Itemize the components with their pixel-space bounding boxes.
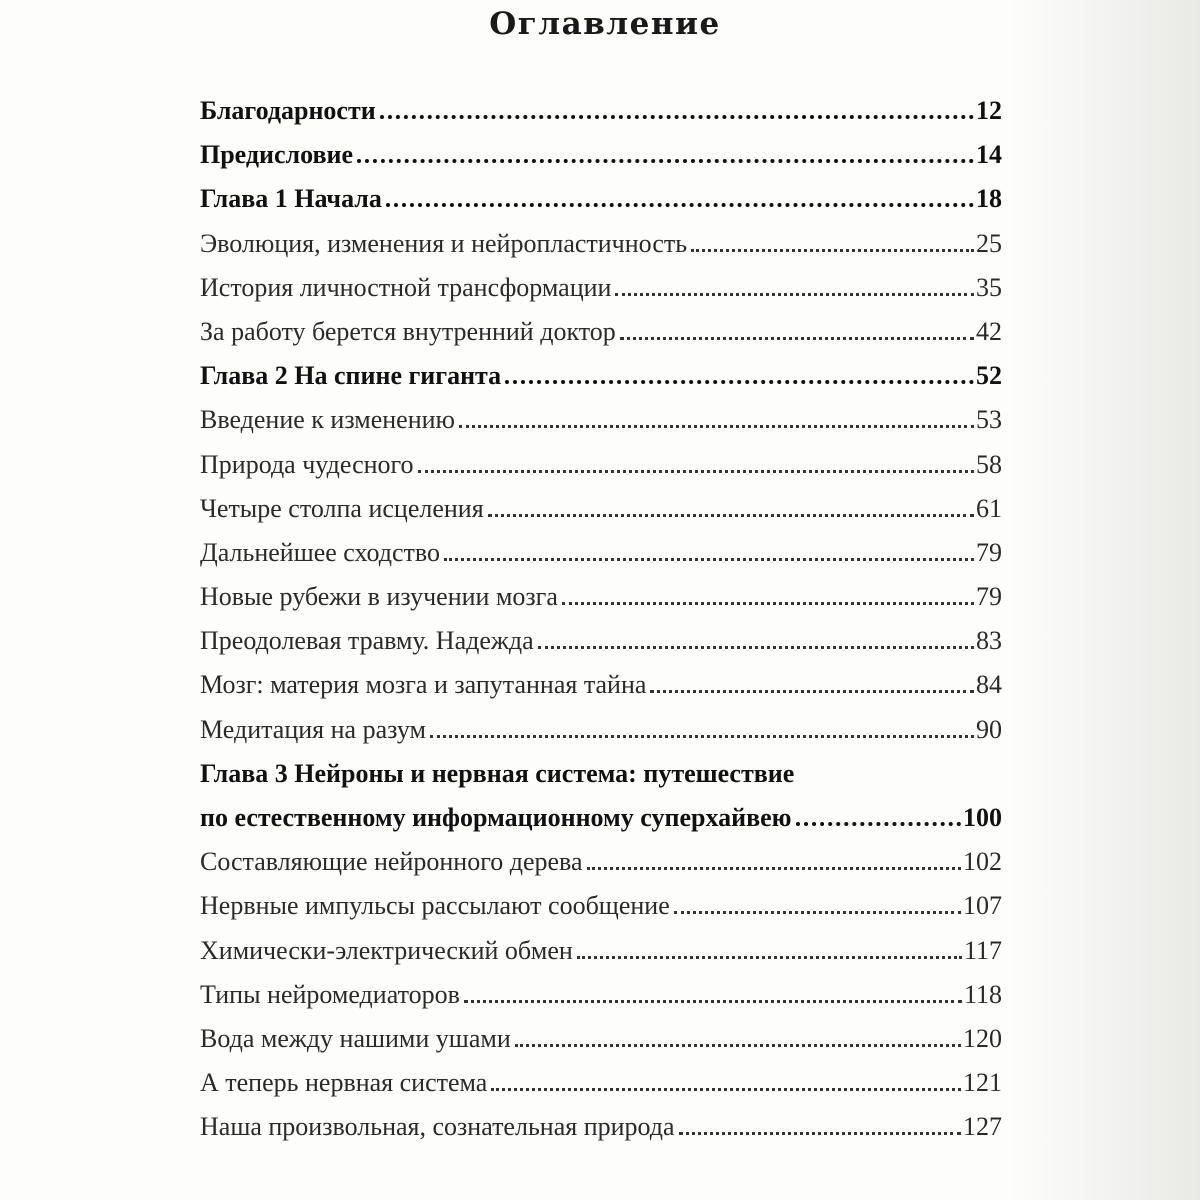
toc-section-entry [200,582,1002,626]
toc-entry-label: Составляющие нейронного дерева [200,847,583,877]
toc-entry-label: Медитация на разум [200,714,426,744]
toc-section-entry [200,847,1002,891]
toc-page-number: 79 [976,582,1002,612]
toc-entry-label: Дальнейшее сходство [200,537,440,567]
dot-leader [796,822,961,826]
dot-leader [615,293,974,296]
dot-leader [491,1088,961,1091]
toc-entry-label: История личностной трансформации [200,272,612,302]
toc-section-entry [200,891,1002,935]
dot-leader [386,203,974,207]
toc-entry-label: За работу берется внутренний доктор [200,316,616,346]
toc-entry-label: Глава 3 Нейроны и нервная система: путешествие [200,758,795,788]
toc-page-number: 79 [976,537,1002,567]
toc-page-number: 120 [963,1023,1002,1053]
dot-leader [691,249,974,252]
dot-leader [587,867,961,870]
dot-leader [488,514,974,517]
toc-section-entry [200,405,1002,449]
toc-page-number: 25 [976,228,1002,258]
dot-leader [577,956,962,959]
toc-page-number: 42 [976,316,1002,346]
toc-entry-label: А теперь нервная система [200,1068,488,1098]
dot-leader [380,115,974,119]
dot-leader [430,735,974,738]
dot-leader [464,1000,962,1003]
toc-entry-label: Нервные импульсы рассылают сообщение [200,891,670,921]
toc-page-number: 53 [976,405,1002,435]
page-edge-shadow [1010,0,1200,1200]
dot-leader [562,602,974,605]
toc-page-number: 58 [976,449,1002,479]
dot-leader [650,690,974,693]
toc-entry-label: Типы нейромедиаторов [200,979,460,1009]
toc-section-entry [200,1112,1002,1156]
toc-chapter-entry [200,803,1002,847]
toc-entry-label: Природа чудесного [200,449,414,479]
toc-section-entry [200,229,1002,273]
toc-section-entry [200,317,1002,361]
toc-page-number: 61 [976,493,1002,523]
toc-chapter-entry [200,184,1002,228]
toc-page-number: 12 [976,96,1002,125]
toc-entry-label: Новые рубежи в изучении мозга [200,582,558,612]
toc-page-number: 84 [976,670,1002,700]
dot-leader [357,159,974,163]
toc-entry-label: Вода между нашими ушами [200,1023,511,1053]
toc-section-entry [200,538,1002,582]
toc-section-entry [200,1068,1002,1112]
page-title: Оглавление [489,6,721,42]
toc-section-entry [200,494,1002,538]
toc-entry-label: по естественному информационному суперхайвею [200,803,792,832]
dot-leader [515,1044,961,1047]
toc-page-number: 35 [976,272,1002,302]
toc-entry-label: Благодарности [200,96,376,125]
toc-page-number: 14 [976,140,1002,170]
toc-page-number: 121 [963,1068,1002,1098]
toc-page-number: 18 [976,184,1002,214]
dot-leader [444,558,974,561]
toc-section-entry [200,715,1002,759]
toc-page-number: 83 [976,626,1002,656]
toc-chapter-entry [200,361,1002,405]
toc-entry-label: Эволюция, изменения и нейропластичность [200,228,688,258]
toc-entry-label: Наша произвольная, сознательная природа [200,1112,675,1142]
toc-entry-label: Предисловие [200,140,354,170]
toc-section-entry [200,980,1002,1024]
toc-section-entry [200,450,1002,494]
toc-page-number: 52 [976,361,1002,391]
toc-section-entry [200,626,1002,670]
toc-chapter-entry [200,759,1002,803]
toc-page-number: 100 [963,803,1002,832]
toc-entry-label: Преодолевая травму. Надежда [200,626,534,656]
toc-page-number: 118 [963,979,1002,1009]
toc-section-entry [200,273,1002,317]
dot-leader [459,425,974,428]
dot-leader [620,337,974,340]
toc-page-number: 90 [976,714,1002,744]
toc-entry-label: Четыре столпа исцеления [200,493,484,523]
toc-page-number: 102 [963,847,1002,877]
dot-leader [538,646,974,649]
toc-page-number: 107 [963,891,1002,921]
toc-entry-label: Мозг: материя мозга и запутанная тайна [200,670,647,700]
toc-page-number: 127 [963,1112,1002,1142]
toc-entry-label: Глава 2 На спине гиганта [200,361,502,391]
dot-leader [418,470,974,473]
dot-leader [679,1132,961,1135]
toc-section-entry [200,936,1002,980]
toc-chapter-entry [200,140,1002,184]
dot-leader [505,380,974,384]
toc-section-entry [200,1024,1002,1068]
toc-section-entry [200,670,1002,714]
toc-chapter-entry [200,96,1002,140]
toc-entry-label: Глава 1 Начала [200,184,382,214]
toc-page-number: 117 [963,935,1002,965]
toc-entry-label: Химически-электрический обмен [200,935,573,965]
table-of-contents [200,96,1002,1157]
dot-leader [674,911,961,914]
toc-entry-label: Введение к изменению [200,405,455,435]
